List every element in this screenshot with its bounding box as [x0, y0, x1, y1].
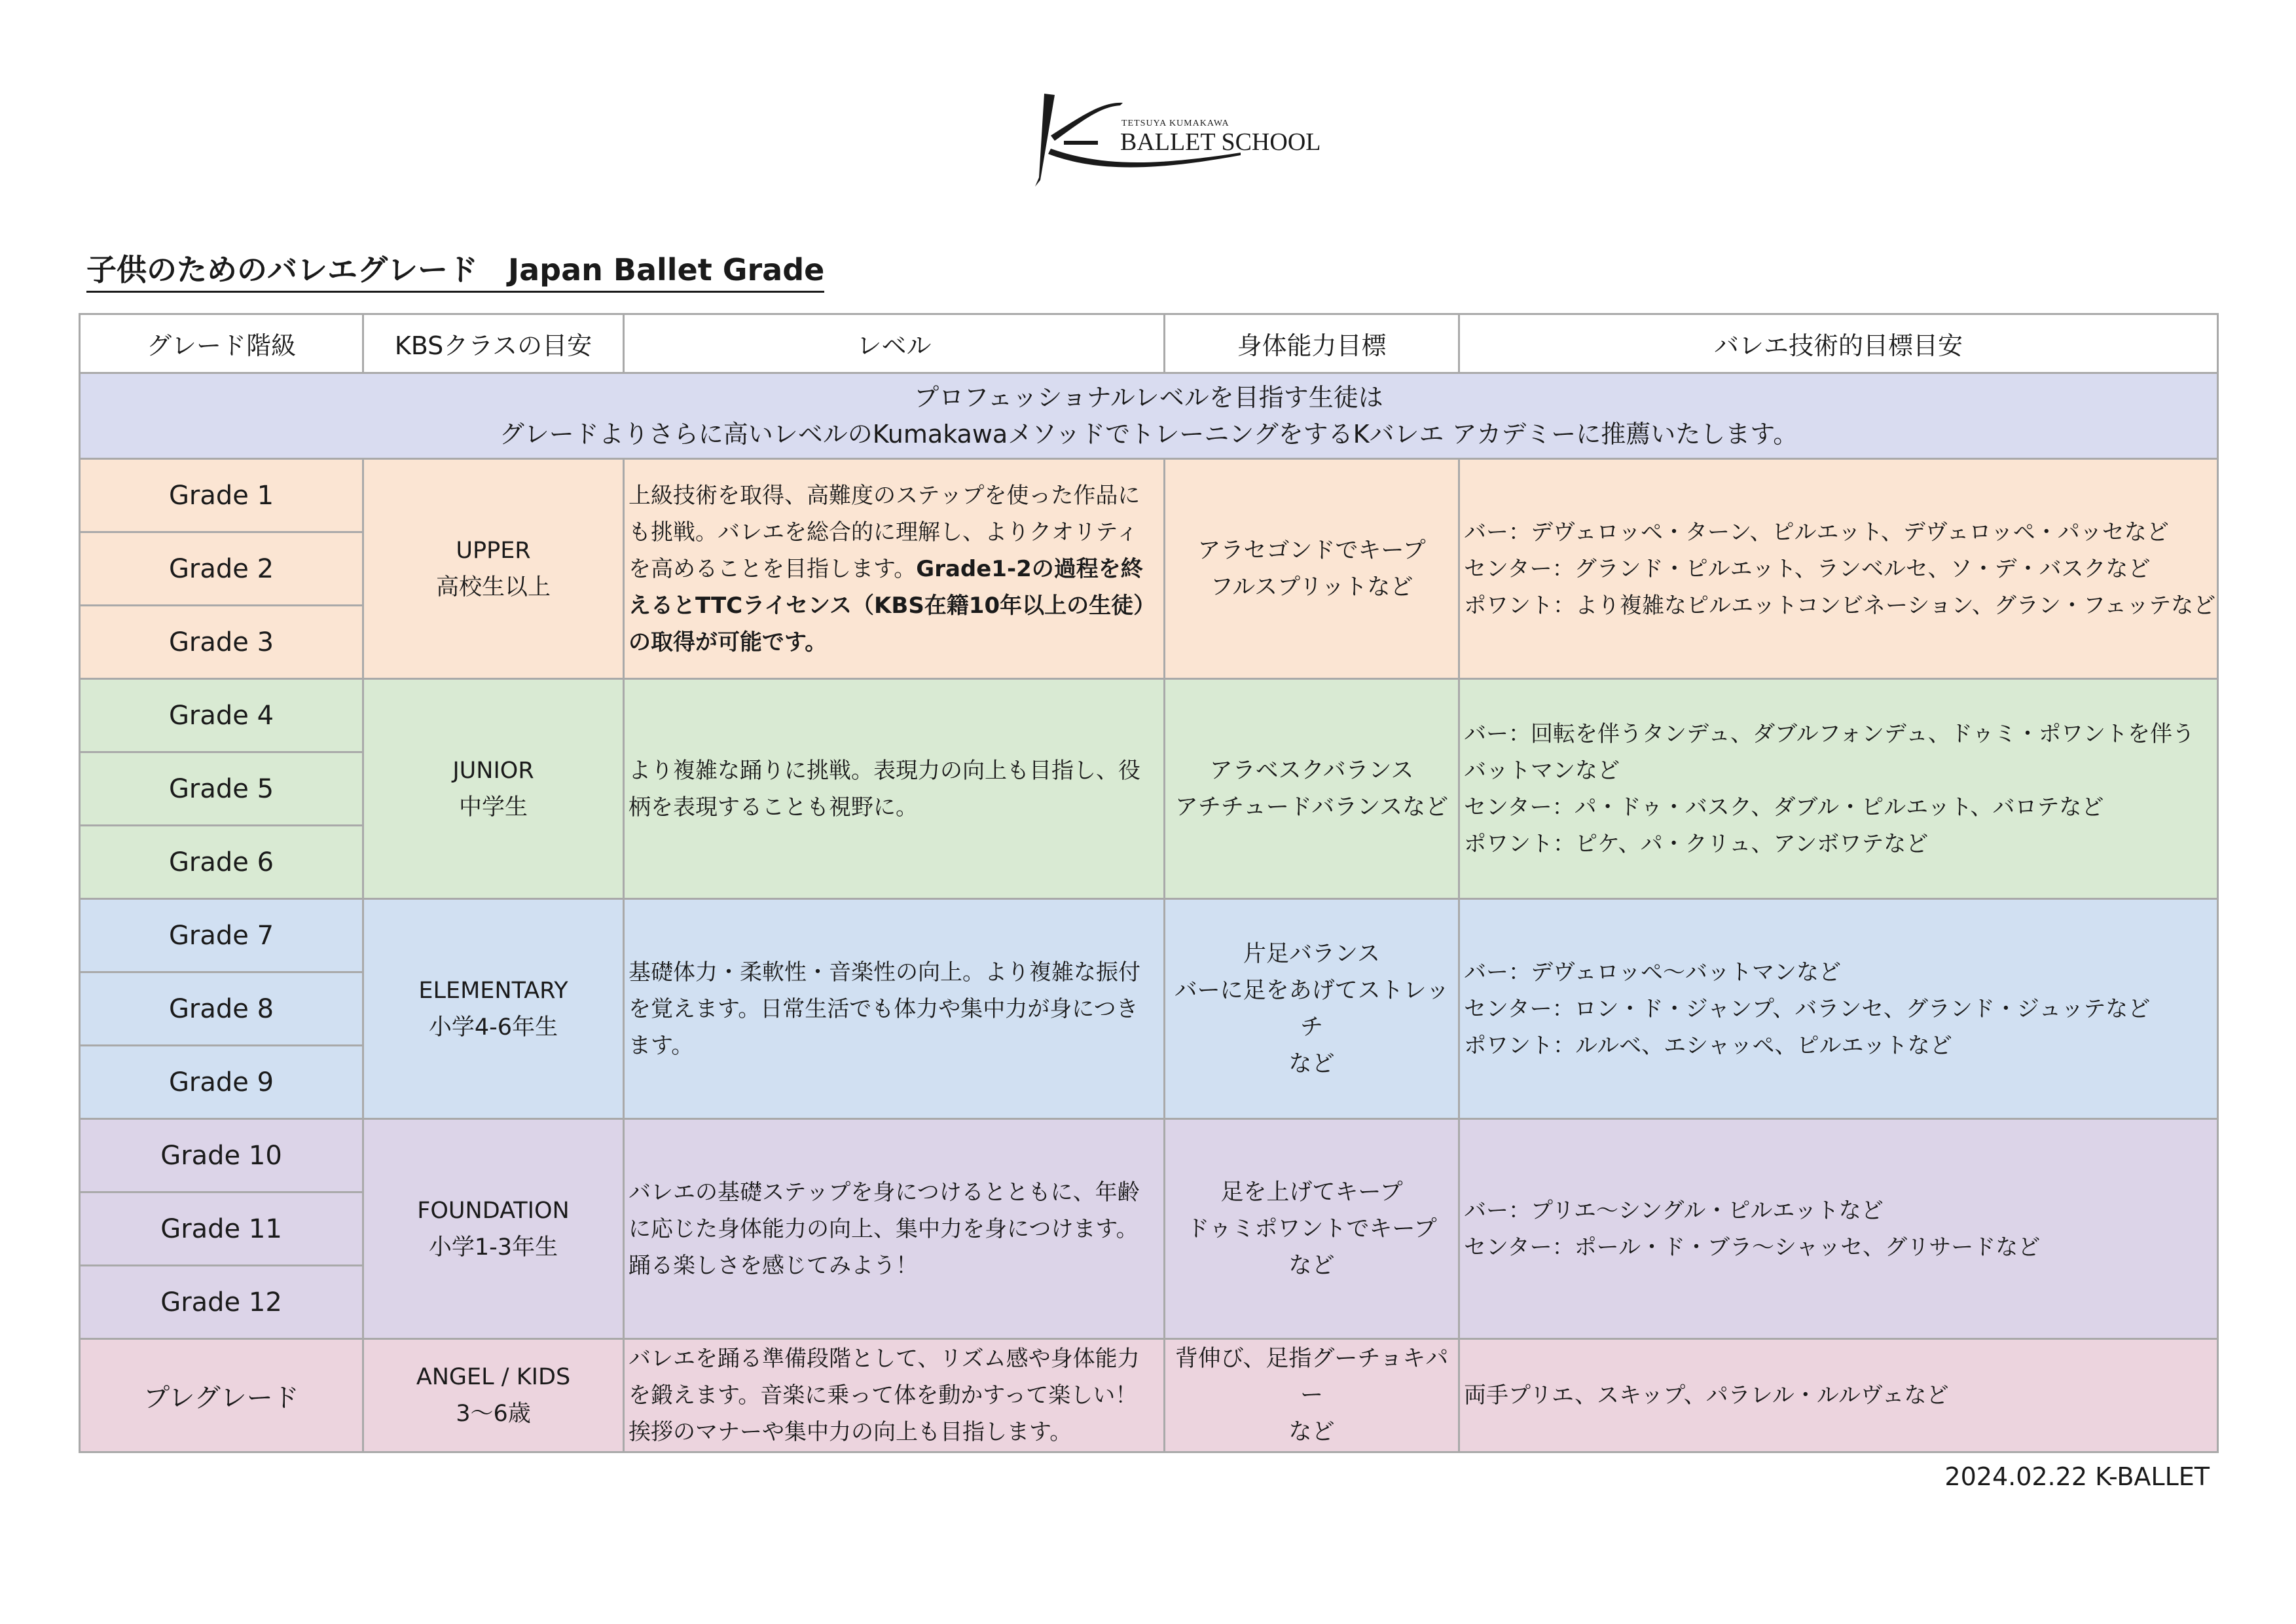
- footer-date: 2024.02.22 K-BALLET: [1944, 1462, 2210, 1491]
- level-cell: [624, 899, 1165, 1119]
- class-name: JUNIOR: [452, 757, 534, 784]
- level-cell: [624, 679, 1165, 899]
- technique-line: バー：回転を伴うタンデュ、ダブルフォンデュ、ドゥミ・ポワントを伴う: [1464, 720, 2195, 747]
- level-cell: [624, 1339, 1165, 1452]
- kbs-logo: [1025, 88, 1321, 193]
- grade-label: Grade 9: [80, 1046, 363, 1119]
- page-title: 子供のためのバレエグレード Japan Ballet Grade: [86, 246, 824, 293]
- header-technique: バレエ技術的目標目安: [1459, 314, 2218, 373]
- grade-table: [79, 313, 2219, 1453]
- notice-line: グレードよりさらに高いレベルのKumakawaメソッドでトレーニングをするKバレエ アカデミーに推薦いたします。: [499, 420, 1798, 449]
- level-text: バレエの基礎ステップを身につけるとともに、年齢に応じた身体能力の向上、集中力を身につけます。踊る楽しさを感じてみよう！: [629, 1179, 1140, 1279]
- technique-line: バー：デヴェロッペ〜バットマンなど: [1464, 959, 1841, 986]
- grade-label: Grade 7: [80, 899, 363, 972]
- technique-line: センター：グランド・ピルエット、ランベルセ、ソ・デ・バスクなど: [1464, 555, 2151, 582]
- class-name: ELEMENTARY: [418, 977, 568, 1004]
- header-grade: グレード階級: [80, 314, 363, 373]
- grade-label: Grade 12: [80, 1266, 363, 1339]
- grade-label: Grade 11: [80, 1192, 363, 1266]
- technique-line: ポワント：ピケ、パ・クリュ、アンボワテなど: [1464, 830, 1929, 857]
- technique-cell: [1459, 459, 2218, 679]
- table-row: [80, 899, 2218, 972]
- notice-row: [80, 373, 2218, 459]
- logo-subtitle: TETSUYA KUMAKAWA: [1121, 119, 1230, 128]
- physical-cell: [1165, 899, 1459, 1119]
- class-cell: [363, 899, 624, 1119]
- physical-line: アラセゴンドでキープ: [1197, 537, 1426, 564]
- technique-line: ポワント：ルルベ、エシャッペ、ピルエットなど: [1464, 1032, 1952, 1059]
- header-row: [80, 314, 2218, 373]
- grade-label: Grade 8: [80, 972, 363, 1046]
- physical-line: フルスプリットなど: [1210, 574, 1413, 600]
- physical-line: など: [1288, 1252, 1335, 1279]
- technique-cell: [1459, 1339, 2218, 1452]
- technique-line: センター：ロン・ド・ジャンプ、バランセ、グランド・ジュッテなど: [1464, 995, 2151, 1022]
- level-text-bold: Grade1-2の過程を終えるとTTCライセンス（KBS在籍10年以上の生徒）の取得が可能です。: [629, 555, 1156, 655]
- technique-line: センター：ポール・ド・ブラ〜シャッセ、グリサードなど: [1464, 1234, 2041, 1261]
- class-cell: [363, 459, 624, 679]
- level-text: バレエを踊る準備段階として、リズム感や身体能力を鍛えます。音楽に乗って体を動かすって楽しい！挨拶のマナーや集中力の向上も目指します。: [629, 1346, 1140, 1445]
- technique-line: バットマンなど: [1464, 757, 1620, 784]
- physical-line: など: [1288, 1419, 1335, 1445]
- grade-label: Grade 4: [80, 679, 363, 752]
- grade-label: Grade 3: [80, 606, 363, 679]
- class-cell: [363, 679, 624, 899]
- table-row: [80, 1339, 2218, 1452]
- physical-line: 足を上げてキープ: [1220, 1179, 1403, 1206]
- physical-cell: [1165, 1339, 1459, 1452]
- technique-cell: [1459, 899, 2218, 1119]
- class-age: 3〜6歳: [456, 1401, 531, 1427]
- header-physical: 身体能力目標: [1165, 314, 1459, 373]
- physical-line: 背伸び、足指グーチョキパー: [1175, 1346, 1449, 1409]
- level-cell: [624, 1119, 1165, 1339]
- class-cell: [363, 1339, 624, 1452]
- class-name: UPPER: [456, 537, 531, 564]
- grade-label: Grade 5: [80, 752, 363, 826]
- physical-line: ドゥミポワントでキープ: [1186, 1215, 1437, 1242]
- technique-cell: [1459, 1119, 2218, 1339]
- table-row: [80, 679, 2218, 752]
- class-age: 高校生以上: [435, 574, 551, 600]
- technique-line: センター：パ・ドゥ・バスク、ダブル・ピルエット、バロテなど: [1464, 794, 2104, 821]
- technique-line: バー：デヴェロッペ・ターン、ピルエット、デヴェロッペ・パッセなど: [1464, 519, 2169, 545]
- physical-cell: [1165, 679, 1459, 899]
- grade-label: Grade 1: [80, 459, 363, 532]
- grade-label: Grade 6: [80, 826, 363, 899]
- level-text: より複雑な踊りに挑戦。表現力の向上も目指し、役柄を表現することも視野に。: [629, 757, 1140, 821]
- class-name: ANGEL / KIDS: [416, 1364, 571, 1390]
- class-age: 小学1-3年生: [428, 1234, 558, 1261]
- physical-line: アラベスクバランス: [1209, 757, 1414, 784]
- grade-label: Grade 10: [80, 1119, 363, 1192]
- header-class: KBSクラスの目安: [363, 314, 624, 373]
- physical-cell: [1165, 459, 1459, 679]
- technique-line: バー：プリエ〜シングル・ピルエットなど: [1464, 1197, 1884, 1224]
- class-cell: [363, 1119, 624, 1339]
- technique-line: 両手プリエ、スキップ、パラレル・ルルヴェなど: [1464, 1382, 1949, 1409]
- grade-label: プレグレード: [80, 1339, 363, 1452]
- table-row: [80, 1119, 2218, 1192]
- physical-line: バーに足をあげてストレッチ: [1174, 977, 1449, 1041]
- class-name: FOUNDATION: [417, 1197, 570, 1224]
- technique-cell: [1459, 679, 2218, 899]
- level-text: 上級技術を取得、高難度のステップを使った作品にも挑戦。バレエを総合的に理解し、よりクオリティを高めることを目指します。: [629, 482, 1140, 582]
- class-age: 小学4-6年生: [428, 1014, 558, 1041]
- level-cell: [624, 459, 1165, 679]
- notice-cell: [80, 373, 2218, 459]
- grade-label: Grade 2: [80, 532, 363, 606]
- table-row: [80, 459, 2218, 532]
- class-age: 中学生: [458, 794, 528, 821]
- level-text: 基礎体力・柔軟性・音楽性の向上。より複雑な振付を覚えます。日常生活でも体力や集中力が身につきます。: [629, 959, 1140, 1059]
- physical-cell: [1165, 1119, 1459, 1339]
- technique-line: ポワント：より複雑なピルエットコンビネーション、グラン・フェッテなど: [1464, 592, 2216, 619]
- header-level: レベル: [624, 314, 1165, 373]
- notice-line: プロフェッショナルレベルを目指す生徒は: [914, 383, 1383, 412]
- physical-line: 片足バランス: [1243, 940, 1380, 967]
- logo-title: BALLET SCHOOL: [1120, 128, 1321, 156]
- physical-line: アチチュードバランスなど: [1175, 794, 1449, 821]
- physical-line: など: [1288, 1050, 1335, 1077]
